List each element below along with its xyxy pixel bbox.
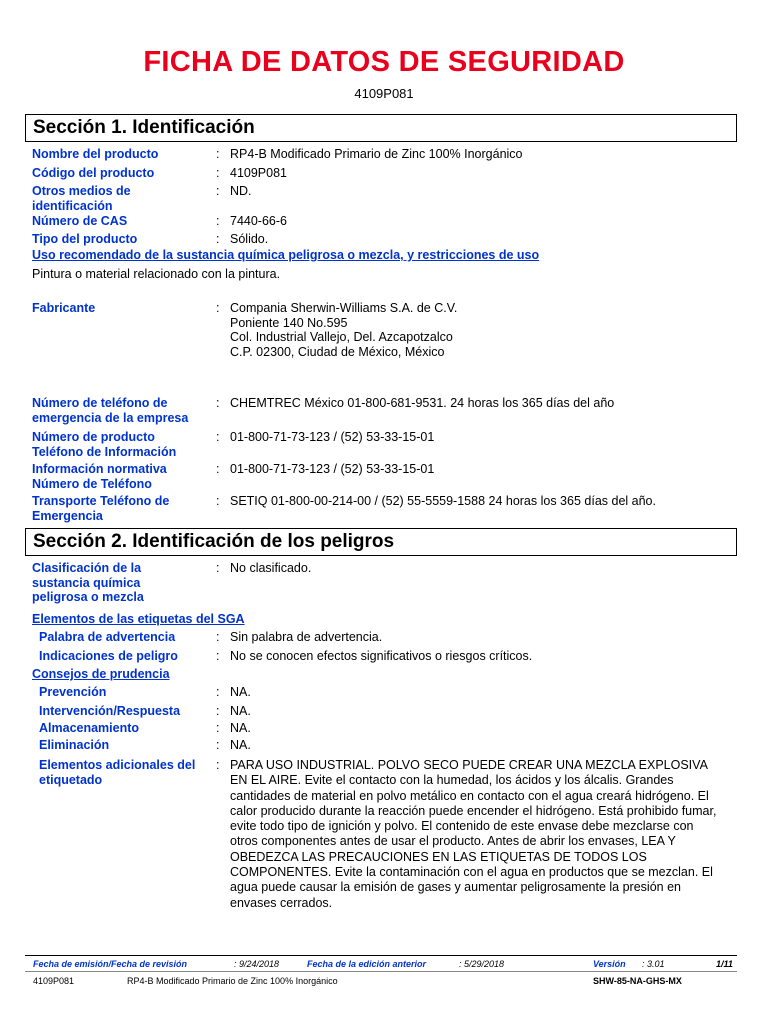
footer-fecha-label: Fecha de emisión/Fecha de revisión [33,959,188,969]
row-value: 4109P081 [230,166,288,180]
row-value: Sólido. [230,232,269,246]
footer-page: 1/11 [716,959,733,969]
address-line: Poniente 140 No.595 [230,315,348,330]
row-label: Número de producto Teléfono de Información [32,430,177,459]
row-value: 7440-66-6 [230,214,287,228]
row-label: Clasificación de la sustancia química peligrosa o mezcla [32,561,144,604]
footer-product: RP4-B Modificado Primario de Zinc 100% Inorgánico [127,976,338,986]
uso-recomendado-link[interactable]: Uso recomendado de la sustancia química peligrosa o mezcla, y restricciones de uso [32,248,540,262]
row-value: ND. [230,184,252,198]
footer-divider [25,955,737,956]
row-value: NA. [230,685,251,699]
row-label: Código del producto [32,166,155,180]
row-label: Tipo del producto [32,232,138,246]
section-2-heading: Sección 2. Identificación de los peligros [25,528,737,556]
row-label: Otros medios de identificación [32,184,131,213]
row-value: No se conocen efectos significativos o riesgos críticos. [230,649,533,663]
row-value: No clasificado. [230,561,312,575]
row-label: Palabra de advertencia [39,630,176,644]
fabricante-address [230,301,742,359]
footer-sds-code: SHW-85-NA-GHS-MX [593,976,682,986]
row-label: Eliminación [39,738,110,752]
row-label: Número de teléfono de emergencia de la empresa [32,396,189,425]
section-1-heading: Sección 1. Identificación [25,114,737,142]
footer-divider [25,971,737,972]
consejos-prudencia-link[interactable]: Consejos de prudencia [32,667,170,681]
uso-recomendado-text: Pintura o material relacionado con la pintura. [32,267,281,281]
row-label: Número de CAS [32,214,128,228]
footer-code: 4109P081 [33,976,75,986]
document-code: 4109P081 [354,86,414,101]
row-value: Sin palabra de advertencia. [230,630,383,644]
row-value: CHEMTREC México 01-800-681-9531. 24 horas los 365 días del año [230,396,615,410]
footer-anterior-value: : 5/29/2018 [459,959,505,969]
row-label: Almacenamiento [39,721,140,735]
address-line: C.P. 02300, Ciudad de México, México [230,344,445,359]
footer-version-value: : 3.01 [642,959,665,969]
row-label: Indicaciones de peligro [39,649,178,663]
row-value: SETIQ 01-800-00-214-00 / (52) 55-5559-1588 24 horas los 365 días del año. [230,494,656,508]
row-label: Intervención/Respuesta [39,704,181,718]
address-line: Col. Industrial Vallejo, Del. Azcapotzalco [230,330,453,344]
row-label: Fabricante [32,301,96,315]
row-value: NA. [230,721,251,735]
row-value: RP4-B Modificado Primario de Zinc 100% Inorgánico [230,147,523,161]
row-value: 01-800-71-73-123 / (52) 53-33-15-01 [230,462,435,476]
address-line: Compania Sherwin-Williams S.A. de C.V. [230,301,458,315]
footer-version-label: Versión [593,959,626,969]
row-label: Información normativa Número de Teléfono [32,462,167,491]
row-value: NA. [230,738,251,752]
row-value: NA. [230,704,251,718]
row-label: Nombre del producto [32,147,159,161]
elementos-etiquetas-link[interactable]: Elementos de las etiquetas del SGA [32,612,245,626]
footer-anterior-label: Fecha de la edición anterior [307,959,427,969]
footer-fecha-value: : 9/24/2018 [234,959,280,969]
row-label: Prevención [39,685,107,699]
adicionales-text: PARA USO INDUSTRIAL. POLVO SECO PUEDE CREAR UNA MEZCLA EXPLOSIVA EN EL AIRE. Evite el contacto con la humedad, los ácidos y los álcalis. Grandes cantidades de material en polvo metálico en contacto con el agua creará hidrógeno. El calor producido durante la reacción puede encender el hidrógeno. Está prohibido fumar, evite todo tipo de ignición y polvo. El contenido de este envase debe mezclarse con otros componentes antes de usar el producto. Antes de abrir los envases, LEA Y OBEDEZCA LAS PRECAUCIONES EN LAS ETIQUETAS DE TODOS LOS COMPONENTES. Evite la contaminación con el agua en productos que se mezclan. El agua puede causar la emisión de gases y aumentar peligrosamente la presión en envases cerrados. [230,758,717,910]
row-label: Transporte Teléfono de Emergencia [32,494,170,523]
row-value: 01-800-71-73-123 / (52) 53-33-15-01 [230,430,435,444]
row-label: Elementos adicionales del etiquetado [39,758,196,787]
document-title: FICHA DE DATOS DE SEGURIDAD [143,46,625,78]
